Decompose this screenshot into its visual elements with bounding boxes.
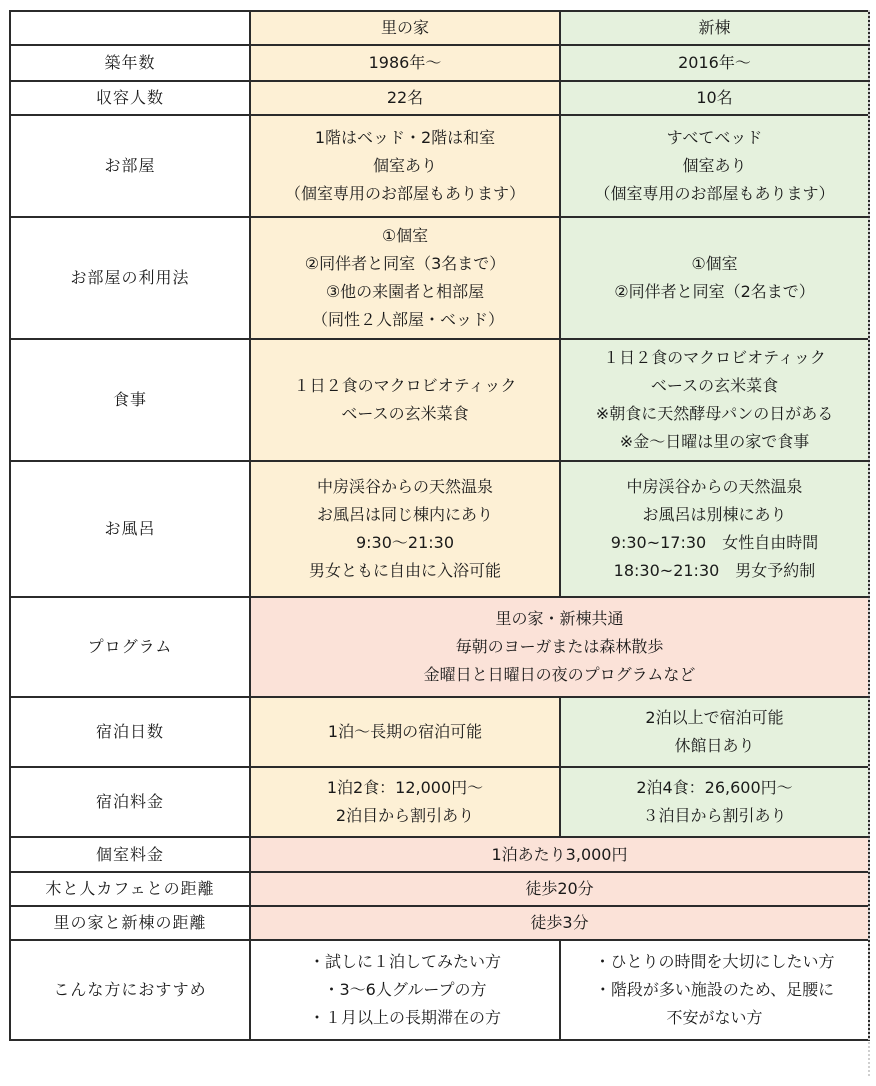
cell-shared: 徒歩3分 [250, 906, 869, 940]
cell-sato: 中房渓谷からの天然温泉 お風呂は同じ棟内にあり 9:30〜21:30 男女ともに自由に入浴可能 [250, 461, 560, 597]
row-building-distance [10, 906, 869, 940]
cell-sato: 1泊〜長期の宿泊可能 [250, 697, 560, 767]
row-built [10, 45, 869, 81]
header-row [10, 11, 869, 45]
row-bath [10, 461, 869, 597]
cell-shin: 2016年〜 [560, 45, 869, 81]
cell-shin: ①個室 ②同伴者と同室（2名まで） [560, 217, 869, 339]
row-label: 築年数 [10, 45, 250, 81]
row-rooms [10, 115, 869, 217]
cell-sato: 22名 [250, 81, 560, 115]
row-label: お風呂 [10, 461, 250, 597]
cell-sato: １日２食のマクロビオティック ベースの玄米菜食 [250, 339, 560, 461]
header-corner [10, 11, 250, 45]
cell-shin: ・ひとりの時間を大切にしたい方 ・階段が多い施設のため、足腰に 不安がない方 [560, 940, 869, 1040]
row-stay-fee [10, 767, 869, 837]
cell-shin: 10名 [560, 81, 869, 115]
gridline-divider [868, 10, 872, 1076]
row-label: こんな方におすすめ [10, 940, 250, 1040]
row-cafe-distance [10, 872, 869, 906]
row-label: お部屋の利用法 [10, 217, 250, 339]
cell-shin: 2泊4食：26,600円〜 ３泊目から割引あり [560, 767, 869, 837]
cell-sato: 1階はベッド・2階は和室 個室あり （個室専用のお部屋もあります） [250, 115, 560, 217]
row-label: 宿泊料金 [10, 767, 250, 837]
cell-shin: 中房渓谷からの天然温泉 お風呂は別棟にあり 9:30~17:30 女性自由時間 18:30~21:30 男女予約制 [560, 461, 869, 597]
row-stay-days [10, 697, 869, 767]
row-meals [10, 339, 869, 461]
cell-shin: １日２食のマクロビオティック ベースの玄米菜食 ※朝食に天然酵母パンの日がある ※金〜日曜は里の家で食事 [560, 339, 869, 461]
cell-sato: 1986年〜 [250, 45, 560, 81]
row-program [10, 597, 869, 697]
row-recommend [10, 940, 869, 1040]
row-label: お部屋 [10, 115, 250, 217]
cell-shared: 里の家・新棟共通 毎朝のヨーガまたは森林散歩 金曜日と日曜日の夜のプログラムなど [250, 597, 869, 697]
row-label: 木と人カフェとの距離 [10, 872, 250, 906]
cell-shared: 1泊あたり3,000円 [250, 837, 869, 872]
cell-shared: 徒歩20分 [250, 872, 869, 906]
header-shinto: 新棟 [560, 11, 869, 45]
row-room-use [10, 217, 869, 339]
row-label: 里の家と新棟の距離 [10, 906, 250, 940]
cell-shin: すべてベッド 個室あり （個室専用のお部屋もあります） [560, 115, 869, 217]
row-label: 食事 [10, 339, 250, 461]
cell-sato: 1泊2食：12,000円〜 2泊目から割引あり [250, 767, 560, 837]
comparison-table [9, 10, 870, 1041]
row-private-fee [10, 837, 869, 872]
cell-shin: 2泊以上で宿泊可能 休館日あり [560, 697, 869, 767]
cell-sato: ・試しに１泊してみたい方 ・3〜6人グループの方 ・１月以上の長期滞在の方 [250, 940, 560, 1040]
row-capacity [10, 81, 869, 115]
header-sato-no-ie: 里の家 [250, 11, 560, 45]
row-label: 宿泊日数 [10, 697, 250, 767]
row-label: プログラム [10, 597, 250, 697]
cell-sato: ①個室 ②同伴者と同室（3名まで） ③他の来園者と相部屋 （同性２人部屋・ベッド） [250, 217, 560, 339]
row-label: 個室料金 [10, 837, 250, 872]
row-label: 収容人数 [10, 81, 250, 115]
